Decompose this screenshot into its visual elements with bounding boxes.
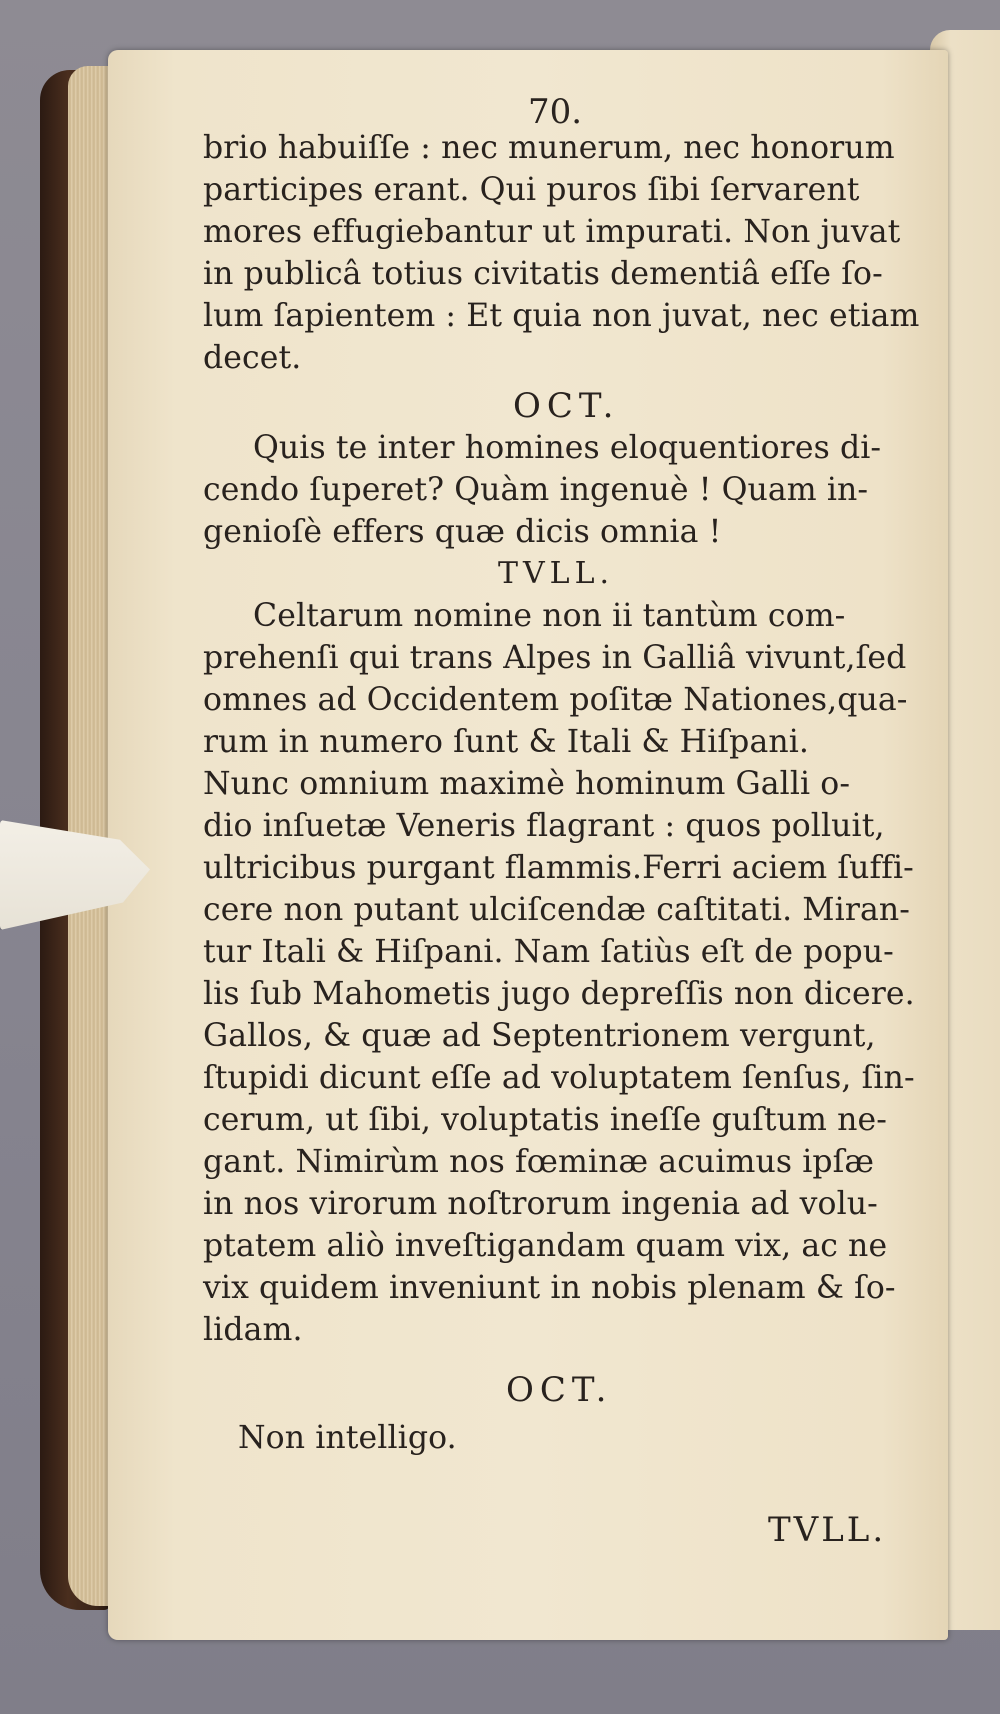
text-line: decet. — [203, 340, 302, 376]
text-line: omnes ad Occidentem poſitæ Nationes,qua- — [203, 682, 908, 718]
text-line: mores effugiebantur ut impurati. Non juvat — [203, 214, 901, 250]
speaker-heading: TVLL. — [498, 556, 615, 591]
text-line: brio habuiſſe : nec munerum, nec honorum — [203, 130, 895, 166]
text-line: cere non putant ulciſcendæ caſtitati. Miran- — [203, 892, 910, 928]
catchword: TVLL. — [768, 1510, 887, 1550]
speaker-heading: OCT. — [513, 386, 620, 426]
text-line: prehenſi qui trans Alpes in Galliâ vivunt,ſed — [203, 640, 907, 676]
text-line: lis ſub Mahometis jugo depreſſis non dicere. — [203, 976, 915, 1012]
text-line: vix quidem inveniunt in nobis plenam & ſo- — [203, 1270, 896, 1306]
text-line: Quis te inter homines eloquentiores di- — [253, 430, 882, 466]
text-line: lidam. — [203, 1312, 303, 1348]
text-line: lum ſapientem : Et quia non juvat, nec etiam — [203, 298, 920, 334]
book-page — [108, 50, 948, 1640]
text-line: rum in numero ſunt & Itali & Hiſpani. — [203, 724, 809, 760]
speaker-heading: OCT. — [506, 1370, 613, 1410]
text-line: dio inſuetæ Veneris flagrant : quos polluit, — [203, 808, 885, 844]
text-line: participes erant. Qui puros ſibi ſervarent — [203, 172, 860, 208]
text-line: gant. Nimirùm nos fœminæ acuimus ipſæ — [203, 1144, 875, 1180]
text-line: in publicâ totius civitatis dementiâ eſſe ſo- — [203, 256, 883, 292]
text-line: tur Itali & Hiſpani. Nam ſatiùs eſt de popu- — [203, 934, 894, 970]
page-number: 70. — [528, 92, 583, 132]
text-line: ſtupidi dicunt eſſe ad voluptatem ſenſus, ſin- — [203, 1060, 915, 1096]
text-line: genioſè effers quæ dicis omnia ! — [203, 514, 722, 550]
text-line: in nos virorum noſtrorum ingenia ad volu- — [203, 1186, 878, 1222]
text-line: Gallos, & quæ ad Septentrionem vergunt, — [203, 1018, 876, 1054]
text-line: Celtarum nomine non ii tantùm com- — [253, 598, 846, 634]
text-line: ptatem aliò inveſtigandam quam vix, ac ne — [203, 1228, 888, 1264]
text-line: cerum, ut ſibi, voluptatis ineſſe guſtum ne- — [203, 1102, 888, 1138]
text-line: Non intelligo. — [238, 1420, 457, 1456]
text-line: ultricibus purgant flammis.Ferri aciem ſuffi- — [203, 850, 914, 886]
text-line: Nunc omnium maximè hominum Galli o- — [203, 766, 851, 802]
text-line: cendo ſuperet? Quàm ingenuè ! Quam in- — [203, 472, 869, 508]
